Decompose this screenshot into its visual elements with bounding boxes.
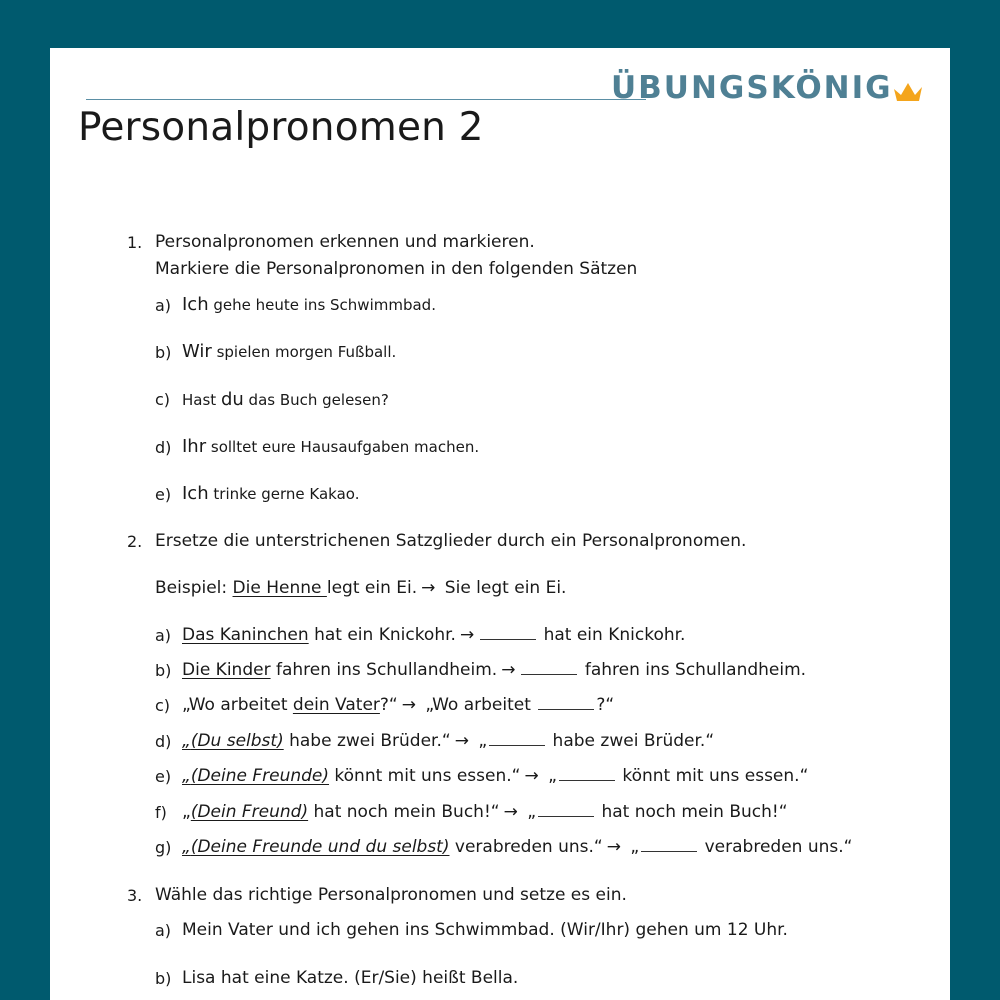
pronoun: Ich [182, 483, 209, 504]
worksheet-page [50, 48, 950, 1000]
exercise-line: „(Deine Freunde und du selbst) verabreden uns.“ → „ verabreden uns.“ [182, 837, 853, 857]
arrow-icon: → [459, 625, 475, 645]
page-title: Personalpronomen 2 [78, 105, 484, 150]
arrow-icon: → [421, 578, 436, 598]
item-label: b) [155, 969, 172, 988]
answer-blank[interactable] [538, 816, 594, 817]
underlined-subject: (Du selbst) [190, 731, 284, 751]
sentence: Ich gehe heute ins Schwimmbad. [182, 294, 436, 315]
pronoun: du [220, 389, 244, 410]
exercise-line: „(Deine Freunde) könnt mit uns essen.“ → „ könnt mit uns essen.“ [182, 766, 809, 786]
section-heading: Wähle das richtige Personalpronomen und setze es ein. [155, 885, 627, 905]
exercise-line: Mein Vater und ich gehen ins Schwimmbad. (Wir/Ihr) gehen um 12 Uhr. [182, 920, 788, 940]
arrow-icon: → [503, 802, 518, 822]
sentence: Ihr solltet eure Hausaufgaben machen. [182, 436, 480, 457]
brand-logo: ÜBUNGSKÖNIG [611, 70, 893, 106]
item-label: a) [155, 921, 172, 940]
item-label: a) [155, 296, 172, 315]
underlined-subject: dein Vater [292, 695, 380, 715]
underlined-subject: Das Kaninchen [182, 625, 309, 645]
item-label: d) [155, 732, 172, 751]
answer-blank[interactable] [641, 851, 697, 852]
exercise-line: „(Dein Freund) hat noch mein Buch!“ → „ hat noch mein Buch!“ [182, 802, 788, 822]
answer-blank[interactable] [538, 709, 594, 710]
answer-blank[interactable] [480, 639, 536, 640]
crown-icon [892, 81, 924, 103]
pronoun: Wir [182, 341, 212, 362]
item-label: f) [155, 803, 167, 822]
pronoun: Ich [182, 294, 209, 315]
section-heading: Personalpronomen erkennen und markieren. [155, 232, 535, 252]
item-label: a) [155, 626, 172, 645]
section-heading: Ersetze die unterstrichenen Satzglieder durch ein Personalpronomen. [155, 531, 747, 551]
exercise-line: Die Kinder fahren ins Schullandheim. → fahren ins Schullandheim. [182, 660, 807, 680]
item-label: c) [155, 696, 171, 715]
underlined-subject: (Dein Freund) [190, 802, 309, 822]
underlined-subject: (Deine Freunde und du selbst) [190, 837, 450, 857]
arrow-icon: → [524, 766, 539, 786]
item-label: b) [155, 661, 172, 680]
item-label: e) [155, 767, 172, 786]
item-label: e) [155, 485, 172, 504]
section-number: 1. [127, 233, 143, 252]
sentence: Hast du das Buch gelesen? [182, 389, 389, 410]
arrow-icon: → [401, 695, 416, 715]
item-label: c) [155, 390, 171, 409]
arrow-icon: → [454, 731, 469, 751]
exercise-line: „Wo arbeitet dein Vater?“ → „Wo arbeitet ?“ [182, 695, 615, 715]
item-label: g) [155, 838, 172, 857]
item-label: d) [155, 438, 172, 457]
underlined-subject: Die Kinder [182, 660, 271, 680]
exercise-line: Lisa hat eine Katze. (Er/Sie) heißt Bella. [182, 968, 519, 988]
sentence: Wir spielen morgen Fußball. [182, 341, 397, 362]
underlined-subject: Die Henne [232, 578, 327, 598]
section-instruction: Markiere die Personalpronomen in den folgenden Sätzen [155, 259, 638, 279]
arrow-icon: → [606, 837, 621, 857]
exercise-line: Das Kaninchen hat ein Knickohr. → hat ein Knickohr. [182, 625, 686, 645]
section-number: 3. [127, 886, 143, 905]
pronoun: Ihr [182, 436, 207, 457]
sentence: Ich trinke gerne Kakao. [182, 483, 360, 504]
example-sentence: Beispiel: Die Henne legt ein Ei. → Sie legt ein Ei. [155, 578, 567, 598]
item-label: b) [155, 343, 172, 362]
answer-blank[interactable] [521, 674, 577, 675]
header-rule [86, 99, 646, 100]
answer-blank[interactable] [559, 780, 615, 781]
exercise-line: „(Du selbst) habe zwei Brüder.“ → „ habe zwei Brüder.“ [182, 731, 715, 751]
arrow-icon: → [501, 660, 516, 680]
underlined-subject: (Deine Freunde) [190, 766, 330, 786]
section-number: 2. [127, 532, 143, 551]
answer-blank[interactable] [489, 745, 545, 746]
